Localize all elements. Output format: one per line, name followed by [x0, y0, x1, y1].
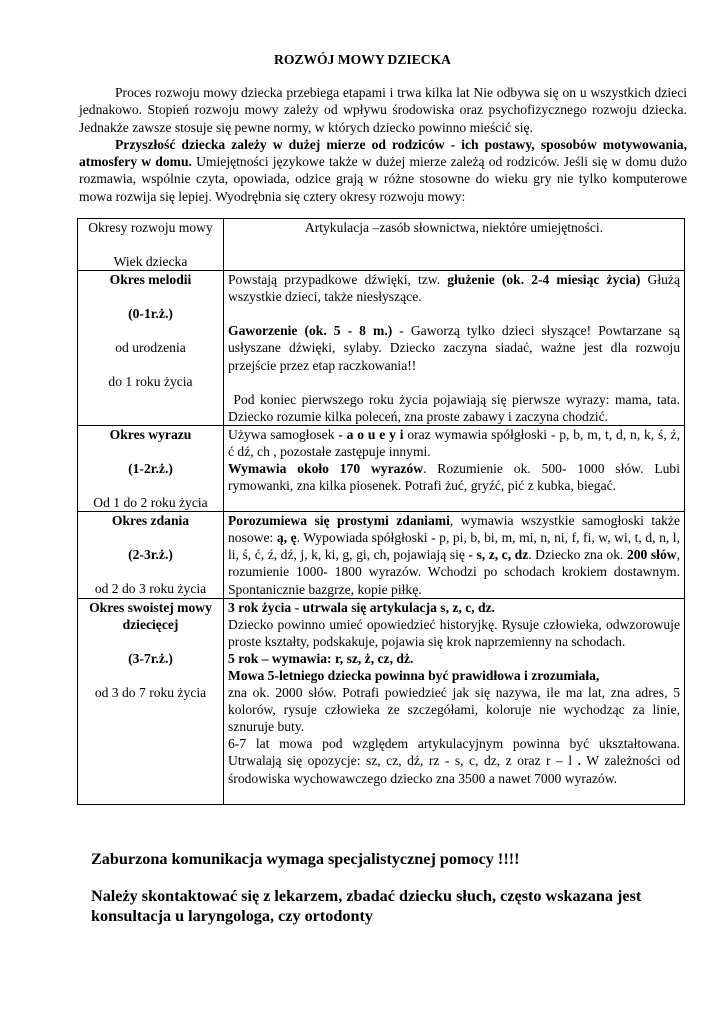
- period-name: Okres melodii: [109, 272, 192, 288]
- table-row-zdania: [78, 512, 685, 598]
- intro-paragraph-1: Proces rozwoju mowy dziecka przebiega etapami i trwa kilka lat Nie odbywa się on u wszystkich dzieci jednakowo. Stopień rozwoju mowy zależy od wpływu środowiska oraz psychofizycznego rozwoju dziecka. Jednakże zawsze stosuje się pewne normy, w których dziecko powinno mieścić się.: [79, 85, 687, 135]
- table-header-row: [78, 219, 685, 271]
- period-name: Okres wyrazu: [109, 426, 192, 442]
- description-paragraph: Porozumiewa się prostymi zdaniami, wymawia wszystkie samogłoski także nosowe: ą, ę. Wypowiada spółgłoski - p, pi, b, bi, m, mi, n, ni, f, fi, w, wi, t, d, n, l, li, ś, ć, ź, dź, j, k, ki, g, gi, ch, pojawiają się - s, z, c, dz. Dziecko zna ok. 200 słów, rozumienie 1000- 1800 wyrazów. Wchodzi po schodach krokiem dostawnym. Spontanicznie bazgrze, kopie piłkę.: [228, 513, 681, 597]
- description-cell: [224, 425, 685, 511]
- table-row-melodii: [78, 271, 685, 426]
- description-paragraph: Używa samogłosek - a o u e y i oraz wymawia spółgłoski - p, b, m, t, d, n, k, ś, ź, ć dź, ch , pozostałe zastępuje innymi.: [228, 426, 680, 459]
- period-from: od urodzenia: [115, 340, 186, 356]
- period-range: (2-3r.ż.): [128, 547, 173, 563]
- period-name: Okres zdania: [111, 513, 190, 529]
- period-age: od 2 do 3 roku życia: [94, 581, 207, 597]
- footer-advice: Należy skontaktować się z lekarzem, zbadać dziecku słuch, często wskazana jest konsultacja u laryngologa, czy ortodonty: [91, 887, 642, 925]
- period-range: (1-2r.ż.): [128, 460, 173, 476]
- period-cell: [78, 271, 224, 426]
- period-cell: [78, 425, 224, 511]
- description-cell: [224, 271, 685, 426]
- description-paragraph: Gaworzenie (ok. 5 - 8 m.) - Gaworzą tylko dzieci słyszące! Powtarzane są usłyszane dźwięki, sylaby. Dziecko zaczyna siadać, ważne jest dla rozwoju przejście przez etap raczkowania!!: [228, 323, 680, 373]
- description-paragraph: Powstają przypadkowe dźwięki, tzw. głużenie (ok. 2-4 miesiąc życia) Głużą wszystkie dzieci, także niesłyszące.: [228, 272, 680, 305]
- description-paragraph: zna ok. 2000 słów. Potrafi powiedzieć jak się nazywa, ile ma lat, zna adres, 5 kolorów, rysuje człowieka ze szczegółami, koloruje nie wychodząc za linie, sznuruje buty.: [228, 685, 680, 735]
- description-paragraph: Mowa 5-letniego dziecka powinna być prawidłowa i zrozumiała,: [228, 667, 600, 683]
- description-paragraph: 6-7 lat mowa pod względem artykulacyjnym powinna być ukształtowana. Utrwalają się opozycje: sz, cz, dź, rz - s, c, dz, z oraz r – l . W zależności od środowiska wychowawczego dziecko zna 3500 a nawet 7000 wyrazów.: [228, 736, 680, 786]
- description-paragraph: Dziecko powinno umieć opowiedzieć historyjkę. Rysuje człowieka, odwzorowuje proste kształty, podskakuje, pojawia się krok naprzemienny na schodach.: [228, 616, 680, 649]
- period-cell: [78, 512, 224, 598]
- intro-paragraph-2: [79, 136, 687, 205]
- period-age: od 3 do 7 roku życia: [94, 684, 207, 700]
- period-range: (0-1r.ż.): [128, 306, 173, 322]
- table-row-wyrazu: [78, 425, 685, 511]
- speech-periods-table: [77, 218, 685, 805]
- header-col-periods: [78, 219, 224, 271]
- header-articulation-label: Artykulacja –zasób słownictwa, niektóre umiejętności.: [304, 220, 604, 235]
- intro-section: [79, 84, 687, 205]
- table-row-swoistej: [78, 598, 685, 804]
- description-cell: [224, 598, 685, 804]
- description-paragraph: 3 rok życia - utrwala się artykulacja s, z, c, dz.: [228, 599, 496, 615]
- header-col-articulation: [224, 219, 685, 271]
- document-title: ROZWÓJ MOWY DZIECKA: [274, 52, 451, 67]
- period-name: Okres swoistej mowy dziecięcej: [89, 599, 212, 632]
- period-range: (3-7r.ż.): [128, 650, 173, 666]
- period-age: Od 1 do 2 roku życia: [93, 495, 208, 511]
- intro-emphasis: Przyszłość dziecka zależy w dużej mierze od rodziców - ich postawy, sposobów motywowania, atmosfery w domu.: [79, 136, 687, 170]
- header-periods-label: Okresy rozwoju mowy: [88, 220, 213, 235]
- description-cell: [224, 512, 685, 598]
- footer-warning: Zaburzona komunikacja wymaga specjalistycznej pomocy !!!!: [91, 850, 520, 868]
- description-paragraph: 5 rok – wymawia: r, sz, ż, cz, dż.: [228, 650, 414, 666]
- intro-paragraph-2-rest: Umiejętności językowe także w dużej mierze zależą od rodziców. Jeśli się w domu dużo rozmawia, wspólnie czyta, opowiada, odzice grają w różne stosowne do wieku gry nie tylko komputerowe mowa rozwija się lepiej. Wyodrębnia się cztery okresy rozwoju mowy:: [79, 154, 687, 204]
- description-paragraph: Pod koniec pierwszego roku życia pojawiają się pierwsze wyrazy: mama, tata. Dziecko rozumie kilka poleceń, zna proste zabawy i zaczyna chodzić.: [228, 391, 684, 424]
- period-cell: [78, 598, 224, 804]
- header-age-label: Wiek dziecka: [113, 254, 188, 270]
- description-paragraph: Wymawia około 170 wyrazów. Rozumienie ok. 500- 1000 słów. Lubi rymowanki, zna kilka piosenek. Potrafi żuć, gryźć, pić z kubka, biegać.: [228, 461, 680, 494]
- period-to: do 1 roku życia: [108, 374, 193, 390]
